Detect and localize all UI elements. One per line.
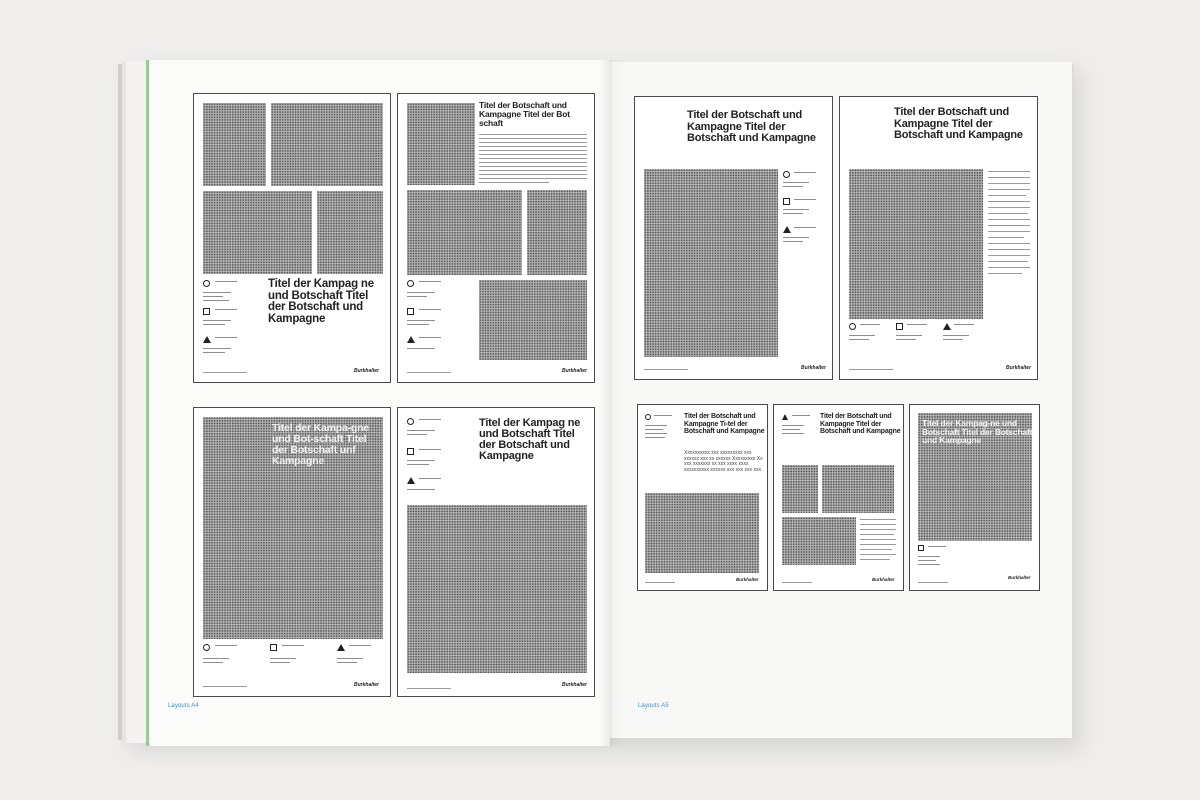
contact-text (270, 662, 290, 663)
contact-text (792, 415, 810, 416)
contact-text (783, 209, 809, 210)
contact-text (407, 434, 427, 435)
body-text-line (988, 213, 1028, 214)
contact-text (860, 324, 880, 325)
body-text-line (479, 170, 587, 171)
footnote-text (407, 372, 451, 373)
contact-text (783, 182, 809, 183)
thumbnail-title: Titel der Kampag-ne und Botschaft Titel der Botschaft und Kampagne (922, 418, 1033, 445)
body-text-line (479, 158, 587, 159)
contact-text (203, 658, 229, 659)
book-gutter (600, 60, 622, 746)
image-placeholder (527, 190, 587, 275)
contact-text (203, 352, 225, 353)
brand-logo: Burkhalter (1006, 365, 1032, 371)
body-text-line (479, 162, 587, 163)
contact-text (203, 296, 223, 297)
circle-icon (645, 414, 651, 420)
thumbnail-title: Titel der Kampa-gne und Bot-schaft Titel der Botschaft unf Kampagne (272, 422, 369, 467)
circle-icon (849, 323, 856, 330)
contact-text (419, 449, 441, 450)
square-icon (783, 198, 790, 205)
layout-thumbnail-r2 (839, 96, 1038, 380)
body-text-line (479, 138, 587, 139)
triangle-icon (782, 414, 788, 420)
contact-text (907, 324, 927, 325)
body-text-line (860, 529, 896, 530)
green-page-edge (146, 60, 149, 746)
brand-logo: Burkhalter (1008, 575, 1031, 580)
footnote-text (849, 369, 893, 370)
circle-icon (783, 171, 790, 178)
footnote-text (203, 686, 247, 687)
contact-text (203, 324, 225, 325)
contact-text (407, 292, 435, 293)
contact-text (782, 425, 804, 426)
thumbnail-title: Titel der Botschaft und Kampagne Titel der Botschaft und Kampagne (894, 106, 1023, 141)
triangle-icon (407, 477, 415, 484)
contact-text (783, 186, 803, 187)
circle-icon (407, 280, 414, 287)
brand-logo: Burkhalter (736, 577, 759, 582)
thumbnail-title: Titel der Botschaft und Kampagne Ti-tel der Botschaft und Kampagne (684, 413, 765, 435)
contact-text (918, 556, 940, 557)
contact-text (783, 237, 809, 238)
body-text-line (988, 189, 1030, 190)
layout-thumbnail-l2 (397, 93, 595, 383)
contact-text (407, 489, 435, 490)
footnote-text (407, 688, 451, 689)
brand-logo: Burkhalter (872, 577, 895, 582)
body-text-line (988, 231, 1030, 232)
body-text-line (479, 134, 587, 135)
body-text-line (479, 154, 587, 155)
contact-text (645, 429, 663, 430)
contact-text (783, 241, 803, 242)
image-placeholder (407, 505, 587, 673)
square-icon (896, 323, 903, 330)
thumbnail-title: Titel der Botschaft und Kampagne Titel der Bot schaft (479, 100, 570, 128)
body-text-line (860, 554, 896, 555)
body-text-line (988, 171, 1030, 172)
body-text-line (860, 524, 896, 525)
contact-text (215, 645, 237, 646)
footnote-text (645, 582, 675, 583)
thumbnail-title: Titel der Botschaft und Kampagne Titel der Botschaft und Kampagne (687, 109, 816, 144)
layout-thumbnail-r3 (637, 404, 768, 591)
square-icon (918, 545, 924, 551)
body-text-line (988, 195, 1026, 196)
image-placeholder (645, 493, 759, 573)
body-text-line (988, 207, 1030, 208)
contact-text (337, 658, 363, 659)
body-text-line (479, 150, 587, 151)
contact-text (654, 415, 672, 416)
triangle-icon (337, 644, 345, 651)
footnote-text (203, 372, 247, 373)
thumbnail-body-text: Xxxxxxxxxx xxx xxxxxxxxx xxx xxxxxx xxx xx xxxxxx Xxxxxxxxx Xx xxx xxxxxxx xx xxx xxxx xxxx xxxxxxxxxx xxxxxx xxx xxx xxx xxx. (684, 450, 763, 473)
contact-text (407, 430, 435, 431)
contact-text (203, 320, 231, 321)
contact-text (282, 645, 304, 646)
layout-thumbnail-r5 (909, 404, 1040, 591)
image-placeholder (407, 103, 475, 185)
contact-text (215, 281, 237, 282)
body-text-line (988, 261, 1028, 262)
body-text-line (479, 182, 549, 183)
brand-logo: Burkhalter (354, 682, 380, 688)
circle-icon (407, 418, 414, 425)
triangle-icon (943, 323, 951, 330)
brand-logo: Burkhalter (562, 682, 588, 688)
contact-text (896, 335, 922, 336)
contact-text (645, 437, 665, 438)
triangle-icon (203, 336, 211, 343)
contact-text (849, 339, 869, 340)
footnote-text (918, 582, 948, 583)
body-text-line (860, 549, 892, 550)
body-text-line (860, 539, 896, 540)
triangle-icon (407, 336, 415, 343)
brand-logo: Burkhalter (562, 368, 588, 374)
body-text-line (988, 177, 1030, 178)
image-placeholder (782, 517, 856, 565)
contact-text (203, 662, 223, 663)
image-placeholder (822, 465, 894, 513)
circle-icon (203, 280, 210, 287)
body-text-line (860, 544, 896, 545)
contact-text (215, 337, 237, 338)
contact-text (349, 645, 371, 646)
contact-text (203, 300, 229, 301)
body-text-line (988, 219, 1030, 220)
contact-text (954, 324, 974, 325)
contact-text (407, 320, 435, 321)
contact-text (419, 281, 441, 282)
contact-text (943, 335, 969, 336)
contact-text (794, 172, 816, 173)
contact-text (407, 296, 427, 297)
contact-text (918, 564, 940, 565)
contact-text (407, 348, 435, 349)
circle-icon (203, 644, 210, 651)
contact-text (419, 419, 441, 420)
body-text-line (479, 146, 587, 147)
body-text-line (479, 174, 587, 175)
body-text-line (479, 142, 587, 143)
body-text-line (988, 183, 1030, 184)
contact-text (407, 464, 429, 465)
body-text-line (860, 519, 896, 520)
body-text-line (988, 249, 1030, 250)
contact-text (928, 546, 946, 547)
body-text-line (860, 559, 890, 560)
contact-text (896, 339, 916, 340)
contact-text (337, 662, 357, 663)
contact-text (203, 292, 231, 293)
image-placeholder (271, 103, 383, 186)
contact-text (419, 478, 441, 479)
image-placeholder (782, 465, 818, 513)
body-text-line (988, 237, 1024, 238)
contact-text (270, 658, 296, 659)
contact-text (849, 335, 875, 336)
triangle-icon (783, 226, 791, 233)
thumbnail-title: Titel der Botschaft und Kampagne Titel der Botschaft und Kampagne (820, 413, 901, 435)
brand-logo: Burkhalter (354, 368, 380, 374)
footnote-text (644, 369, 688, 370)
contact-text (918, 560, 936, 561)
contact-text (794, 227, 816, 228)
contact-text (783, 213, 803, 214)
thumbnail-title: Titel der Kampag ne und Botschaft Titel der Botschaft und Kampagne (268, 278, 374, 325)
body-text-line (988, 243, 1030, 244)
body-text-line (988, 201, 1030, 202)
contact-text (203, 348, 231, 349)
body-text-line (988, 273, 1022, 274)
contact-text (419, 337, 441, 338)
square-icon (203, 308, 210, 315)
contact-text (645, 433, 667, 434)
layout-thumbnail-l3 (193, 407, 391, 697)
body-text-line (988, 225, 1030, 226)
square-icon (407, 448, 414, 455)
image-placeholder (203, 103, 266, 186)
contact-text (794, 199, 816, 200)
contact-text (419, 309, 441, 310)
contact-text (782, 433, 804, 434)
body-text-line (988, 255, 1030, 256)
image-placeholder (644, 169, 778, 357)
body-text-line (479, 178, 587, 179)
body-text-line (988, 267, 1030, 268)
contact-text (645, 425, 667, 426)
layout-thumbnail-r4 (773, 404, 904, 591)
right-page-footer-label: Layouts A5 (638, 703, 669, 709)
body-text-line (860, 534, 894, 535)
image-placeholder (317, 191, 383, 274)
contact-text (215, 309, 237, 310)
image-placeholder (849, 169, 983, 319)
image-placeholder (407, 190, 522, 275)
thumbnail-title: Titel der Kampag ne und Botschaft Titel der Botschaft und Kampagne (479, 417, 581, 462)
image-placeholder (479, 280, 587, 360)
layout-thumbnail-l4 (397, 407, 595, 697)
square-icon (407, 308, 414, 315)
contact-text (943, 339, 963, 340)
body-text-line (479, 166, 587, 167)
layout-thumbnail-l1 (193, 93, 391, 383)
contact-text (407, 324, 429, 325)
left-page-footer-label: Layouts A4 (168, 703, 199, 709)
contact-text (407, 460, 435, 461)
contact-text (782, 429, 800, 430)
brand-logo: Burkhalter (801, 365, 827, 371)
image-placeholder (203, 191, 312, 274)
footnote-text (782, 582, 812, 583)
square-icon (270, 644, 277, 651)
layout-thumbnail-r1 (634, 96, 833, 380)
